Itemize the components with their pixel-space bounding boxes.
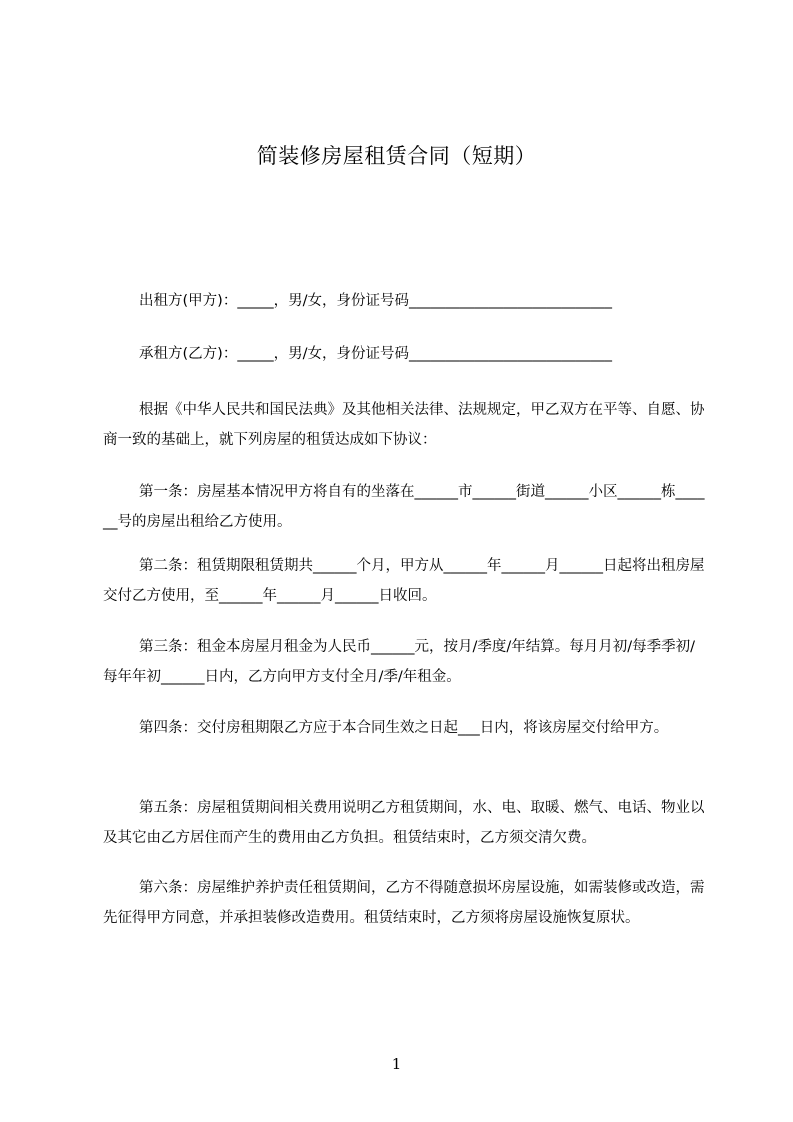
article-5-paragraph: 第五条：房屋租赁期间相关费用说明乙方租赁期间，水、电、取暖、燃气、电话、物业以及其它由乙方居住而产生的费用由乙方负担。租赁结束时，乙方须交清欠费。 bbox=[103, 800, 705, 846]
preamble-paragraph: 根据《中华人民共和国民法典》及其他相关法律、法规规定，甲乙双方在平等、自愿、协商一致的基础上，就下列房屋的租赁达成如下协议： bbox=[103, 402, 705, 448]
article-1-paragraph: 第一条：房屋基本情况甲方将自有的坐落在______市______街道______小区______栋______号的房屋出租给乙方使用。 bbox=[103, 484, 705, 530]
document-title: 简装修房屋租赁合同（短期） bbox=[256, 144, 537, 168]
article-6-paragraph: 第六条：房屋维护养护责任租赁期间，乙方不得随意损坏房屋设施，如需装修或改造，需先征得甲方同意，并承担装修改造费用。租赁结束时，乙方须将房屋设施恢复原状。 bbox=[103, 880, 705, 926]
lessor-line: 出租方(甲方)：_____，男/女，身份证号码____________________________ bbox=[139, 293, 612, 309]
lessee-line: 承租方(乙方)：_____，男/女，身份证号码____________________________ bbox=[139, 346, 612, 362]
article-3-paragraph: 第三条：租金本房屋月租金为人民币______元，按月/季度/年结算。每月月初/每季季初/每年年初______日内，乙方向甲方支付全月/季/年租金。 bbox=[103, 639, 696, 685]
page-number: 1 bbox=[391, 1055, 402, 1073]
article-2-paragraph: 第二条：租赁期限租赁期共______个月，甲方从______年______月______日起将出租房屋交付乙方使用，至______年______月______日收回。 bbox=[103, 558, 705, 604]
article-4-paragraph: 第四条：交付房租期限乙方应于本合同生效之日起___日内，将该房屋交付给甲方。 bbox=[139, 720, 669, 736]
